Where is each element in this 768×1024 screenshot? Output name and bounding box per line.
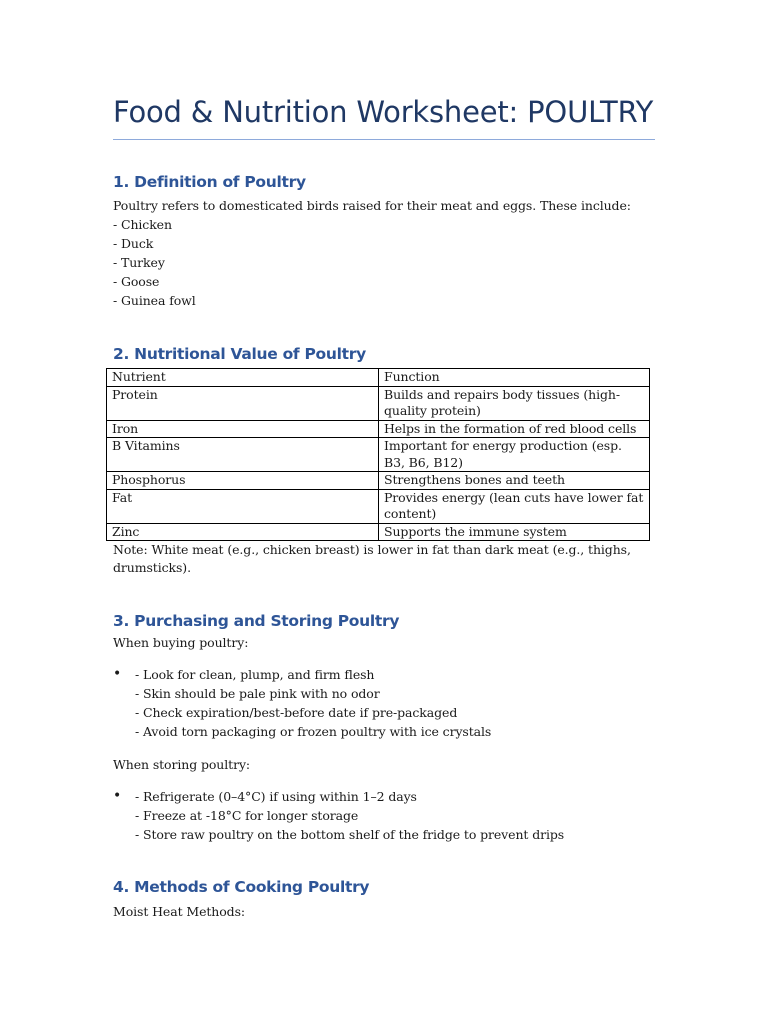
section-2-heading: 2. Nutritional Value of Poultry	[113, 345, 366, 363]
list-item: - Store raw poultry on the bottom shelf of the fridge to prevent drips	[135, 827, 565, 842]
list-item: - Freeze at -18°C for longer storage	[135, 808, 359, 823]
bullet-icon: •	[113, 666, 122, 682]
table-cell-nutrient: Zinc	[107, 523, 379, 541]
table-cell-nutrient: Fat	[107, 489, 379, 523]
list-item: - Guinea fowl	[113, 293, 196, 308]
list-item: - Chicken	[113, 217, 172, 232]
table-row	[107, 386, 650, 420]
section-1-intro: Poultry refers to domesticated birds raised for their meat and eggs. These include:	[113, 198, 631, 213]
table-cell-function: Important for energy production (esp. B3, B6, B12)	[379, 438, 650, 472]
bullet-icon: •	[113, 788, 122, 804]
table-header-cell: Nutrient	[107, 369, 379, 387]
table-cell-function: Builds and repairs body tissues (high-quality protein)	[379, 386, 650, 420]
list-item: - Check expiration/best-before date if pre-packaged	[135, 705, 458, 720]
table-cell-nutrient: Iron	[107, 420, 379, 438]
section-1-heading: 1. Definition of Poultry	[113, 173, 306, 191]
table-row	[107, 472, 650, 490]
buying-intro: When buying poultry:	[113, 635, 249, 650]
table-cell-function: Strengthens bones and teeth	[379, 472, 650, 490]
section-4-heading: 4. Methods of Cooking Poultry	[113, 878, 370, 896]
list-item: - Look for clean, plump, and firm flesh	[135, 667, 375, 682]
table-row	[107, 523, 650, 541]
list-item: - Turkey	[113, 255, 165, 270]
table-cell-function: Helps in the formation of red blood cells	[379, 420, 650, 438]
table-cell-function: Supports the immune system	[379, 523, 650, 541]
title-underline	[113, 139, 655, 140]
page-title: Food & Nutrition Worksheet: POULTRY	[113, 95, 654, 129]
table-cell-nutrient: Protein	[107, 386, 379, 420]
section-3-heading: 3. Purchasing and Storing Poultry	[113, 612, 400, 630]
list-item: - Duck	[113, 236, 154, 251]
storing-intro: When storing poultry:	[113, 757, 251, 772]
table-header-cell: Function	[379, 369, 650, 387]
table-cell-function: Provides energy (lean cuts have lower fat content)	[379, 489, 650, 523]
table-row	[107, 489, 650, 523]
table-header-row	[107, 369, 650, 387]
nutrition-table	[106, 368, 650, 541]
nutrition-note-line-1: Note: White meat (e.g., chicken breast) is lower in fat than dark meat (e.g., thighs,	[113, 542, 631, 557]
table-cell-nutrient: Phosphorus	[107, 472, 379, 490]
table-row	[107, 420, 650, 438]
table-cell-nutrient: B Vitamins	[107, 438, 379, 472]
list-item: - Skin should be pale pink with no odor	[135, 686, 380, 701]
list-item: - Avoid torn packaging or frozen poultry with ice crystals	[135, 724, 492, 739]
list-item: - Goose	[113, 274, 160, 289]
nutrition-note-line-2: drumsticks).	[113, 560, 191, 575]
table-row	[107, 438, 650, 472]
moist-heat-subheading: Moist Heat Methods:	[113, 904, 246, 919]
list-item: - Refrigerate (0–4°C) if using within 1–2 days	[135, 789, 417, 804]
